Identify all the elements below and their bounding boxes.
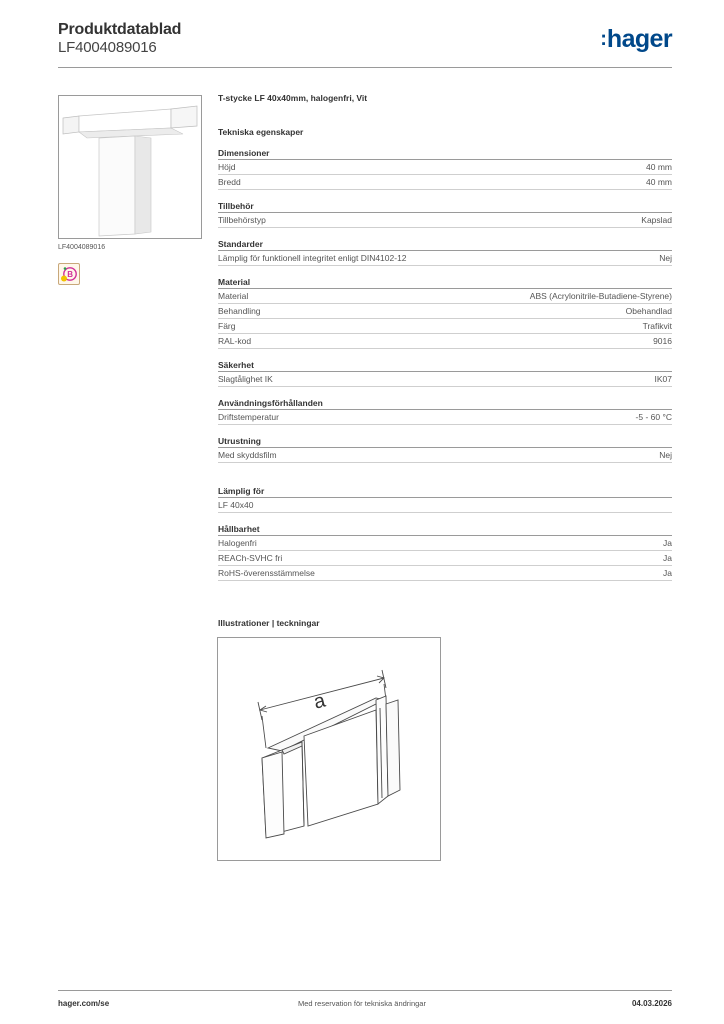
product-image bbox=[58, 95, 202, 239]
product-name: T-stycke LF 40x40mm, halogenfri, Vit bbox=[218, 93, 368, 103]
table-row bbox=[218, 304, 672, 319]
row-value: 40 mm bbox=[646, 177, 672, 187]
section-title: Utrustning bbox=[218, 436, 672, 448]
row-label: Driftstemperatur bbox=[218, 412, 279, 422]
dimension-label: a bbox=[311, 689, 328, 714]
row-value: IK07 bbox=[654, 374, 672, 384]
t-piece-photo-icon bbox=[59, 96, 201, 238]
technical-drawing bbox=[217, 637, 441, 861]
table-row bbox=[218, 251, 672, 266]
row-value: Ja bbox=[663, 538, 672, 548]
row-value: 9016 bbox=[653, 336, 672, 346]
section-title: Lämplig för bbox=[218, 486, 672, 498]
row-label: RoHS-överensstämmelse bbox=[218, 568, 315, 578]
row-label: LF 40x40 bbox=[218, 500, 254, 510]
table-row bbox=[218, 213, 672, 228]
table-row bbox=[218, 551, 672, 566]
section-title: Säkerhet bbox=[218, 360, 672, 372]
section-lamplig bbox=[218, 486, 672, 513]
footer-note: Med reservation för tekniska ändringar bbox=[298, 999, 426, 1008]
section-title: Användningsförhållanden bbox=[218, 398, 672, 410]
row-value: Trafikvit bbox=[642, 321, 672, 331]
footer-divider bbox=[58, 990, 672, 991]
table-row bbox=[218, 289, 672, 304]
row-value: Kapslad bbox=[641, 215, 672, 225]
section-anvandning bbox=[218, 398, 672, 425]
section-material bbox=[218, 277, 672, 349]
row-label: Färg bbox=[218, 321, 236, 331]
row-value: -5 - 60 °C bbox=[635, 412, 672, 422]
row-value: Ja bbox=[663, 568, 672, 578]
row-value: Nej bbox=[659, 450, 672, 460]
row-label: Behandling bbox=[218, 306, 261, 316]
image-caption: LF4004089016 bbox=[58, 244, 106, 251]
hager-logo bbox=[600, 27, 672, 52]
table-row bbox=[218, 448, 672, 463]
logo-dots: : bbox=[600, 28, 606, 50]
row-label: Halogenfri bbox=[218, 538, 257, 548]
footer-website-link[interactable]: hager.com/se bbox=[58, 999, 110, 1008]
table-row bbox=[218, 319, 672, 334]
header-divider bbox=[58, 67, 672, 68]
table-row bbox=[218, 566, 672, 581]
row-label: RAL-kod bbox=[218, 336, 252, 346]
row-value: Ja bbox=[663, 553, 672, 563]
row-value: ABS (Acrylonitrile-Butadiene-Styrene) bbox=[529, 291, 672, 301]
section-sakerhet bbox=[218, 360, 672, 387]
row-value: 40 mm bbox=[646, 162, 672, 172]
row-label: Slagtålighet IK bbox=[218, 374, 273, 384]
svg-text:B: B bbox=[67, 270, 74, 280]
section-title: Dimensioner bbox=[218, 148, 672, 160]
technical-heading: Tekniska egenskaper bbox=[218, 127, 304, 137]
row-value: Obehandlad bbox=[625, 306, 672, 316]
table-row bbox=[218, 334, 672, 349]
product-code: LF4004089016 bbox=[58, 39, 157, 56]
row-label: Höjd bbox=[218, 162, 236, 172]
table-row bbox=[218, 372, 672, 387]
row-label: Tillbehörstyp bbox=[218, 215, 266, 225]
table-row bbox=[218, 175, 672, 190]
table-row bbox=[218, 498, 672, 513]
row-value: Nej bbox=[659, 253, 672, 263]
section-utrustning bbox=[218, 436, 672, 463]
table-row bbox=[218, 536, 672, 551]
table-row bbox=[218, 160, 672, 175]
section-title: Tillbehör bbox=[218, 201, 672, 213]
row-label: REACh-SVHC fri bbox=[218, 553, 283, 563]
halogen-free-badge-icon bbox=[58, 263, 80, 285]
illustrations-title: Illustrationer | teckningar bbox=[218, 618, 320, 628]
section-tillbehor bbox=[218, 201, 672, 228]
row-label: Material bbox=[218, 291, 249, 301]
row-label: Bredd bbox=[218, 177, 241, 187]
footer-date: 04.03.2026 bbox=[631, 999, 672, 1008]
table-row bbox=[218, 410, 672, 425]
document-title: Produktdatablad bbox=[58, 21, 182, 38]
section-title: Material bbox=[218, 277, 672, 289]
t-piece-drawing-icon bbox=[218, 638, 440, 860]
section-title: Hållbarhet bbox=[218, 524, 672, 536]
logo-text: hager bbox=[606, 25, 672, 53]
section-hallbarhet bbox=[218, 524, 672, 581]
section-dimensioner bbox=[218, 148, 672, 190]
row-label: Lämplig för funktionell integritet enligt DIN4102-12 bbox=[218, 253, 407, 263]
section-standarder bbox=[218, 239, 672, 266]
product-details bbox=[218, 93, 672, 581]
section-title: Standarder bbox=[218, 239, 672, 251]
row-label: Med skyddsfilm bbox=[218, 450, 277, 460]
